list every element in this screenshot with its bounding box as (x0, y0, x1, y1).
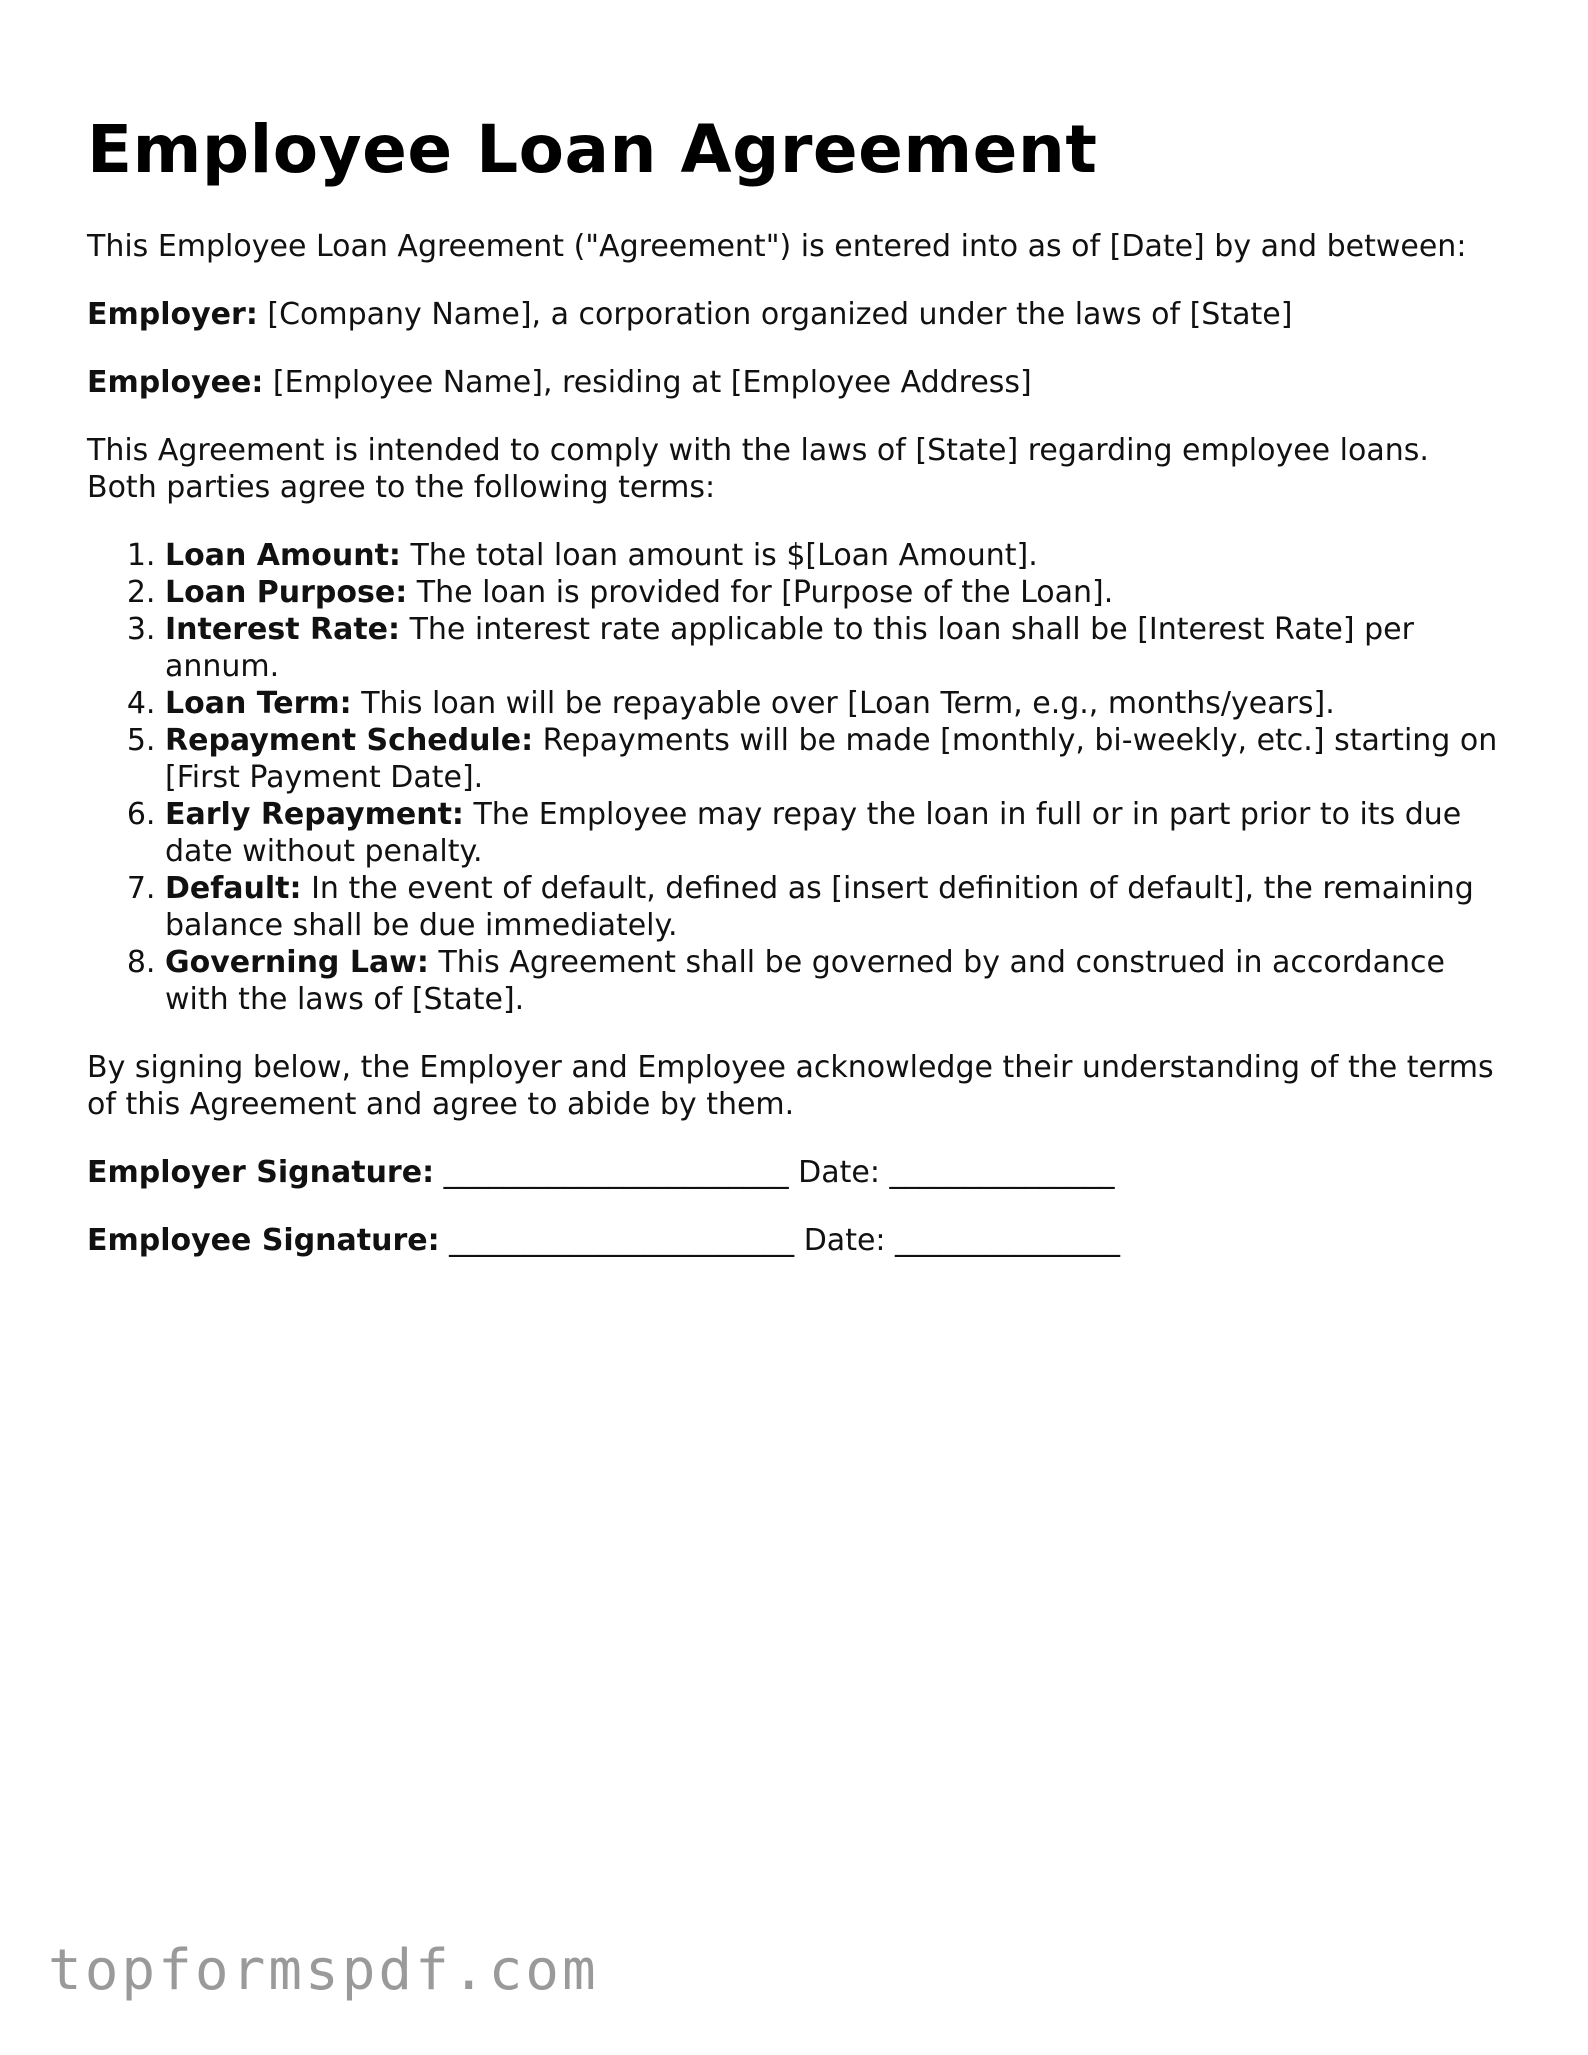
employee-label: Employee: (87, 365, 264, 400)
employee-text: [Employee Name], residing at [Employee Address] (263, 365, 1032, 400)
term-text: The interest rate applicable to this loan shall be [Interest Rate] per annum. (165, 612, 1414, 684)
watermark: topformspdf.com (48, 1938, 599, 2003)
employer-signature-label: Employer Signature: (87, 1155, 435, 1190)
term-early-repayment (165, 796, 1507, 870)
employer-signature-row (87, 1154, 1507, 1191)
employer-label: Employer: (87, 297, 258, 332)
term-label: Loan Term: (165, 686, 352, 721)
intro-paragraph: This Employee Loan Agreement ("Agreement") is entered into as of [Date] by and between: (87, 229, 1467, 264)
term-text: This loan will be repayable over [Loan Term, e.g., months/years]. (351, 686, 1335, 721)
term-default (165, 870, 1507, 944)
employer-line (87, 296, 1507, 333)
term-repayment-schedule (165, 722, 1507, 796)
term-label: Loan Purpose: (165, 575, 408, 610)
employee-signature-label: Employee Signature: (87, 1223, 440, 1258)
term-loan-amount (165, 537, 1507, 574)
term-governing-law (165, 944, 1507, 1018)
terms-list (87, 537, 1507, 1018)
term-text: The loan is provided for [Purpose of the Loan]. (407, 575, 1114, 610)
term-label: Default: (165, 871, 302, 906)
employee-date-line[interactable]: _______________ (885, 1223, 1121, 1258)
term-text: Repayments will be made [monthly, bi-weekly, etc.] starting on [First Payment Date]. (165, 723, 1498, 795)
document-page (87, 110, 1507, 1259)
term-label: Repayment Schedule: (165, 723, 534, 758)
employer-date-label: Date: (798, 1155, 880, 1190)
employee-signature-line[interactable]: _______________________ (439, 1223, 804, 1258)
employer-text: [Company Name], a corporation organized under the laws of [State] (257, 297, 1293, 332)
term-label: Loan Amount: (165, 538, 401, 573)
employee-date-label: Date: (803, 1223, 886, 1258)
term-label: Early Repayment: (165, 797, 464, 832)
term-text: The total loan amount is $[Loan Amount]. (400, 538, 1038, 573)
term-interest-rate (165, 611, 1507, 685)
employee-signature-row (87, 1222, 1507, 1259)
term-label: Governing Law: (165, 945, 429, 980)
term-loan-term (165, 685, 1507, 722)
term-text: In the event of default, defined as [insert definition of default], the remaining balance shall be due immediately. (165, 871, 1474, 943)
term-text: The Employee may repay the loan in full or in part prior to its due date without penalty. (165, 797, 1462, 869)
employer-signature-line[interactable]: _______________________ (434, 1155, 799, 1190)
acknowledgement-paragraph: By signing below, the Employer and Employee acknowledge their understanding of the terms of this Agreement and agree to abide by them. (87, 1050, 1494, 1122)
document-title: Employee Loan Agreement (87, 111, 1098, 188)
term-loan-purpose (165, 574, 1507, 611)
employer-date-line[interactable]: _______________ (879, 1155, 1115, 1190)
term-text: This Agreement shall be governed by and construed in accordance with the laws of [State]. (165, 945, 1445, 1017)
employee-line (87, 364, 1507, 401)
term-label: Interest Rate: (165, 612, 401, 647)
compliance-paragraph: This Agreement is intended to comply with the laws of [State] regarding employee loans. Both parties agree to the following terms: (87, 433, 1429, 505)
